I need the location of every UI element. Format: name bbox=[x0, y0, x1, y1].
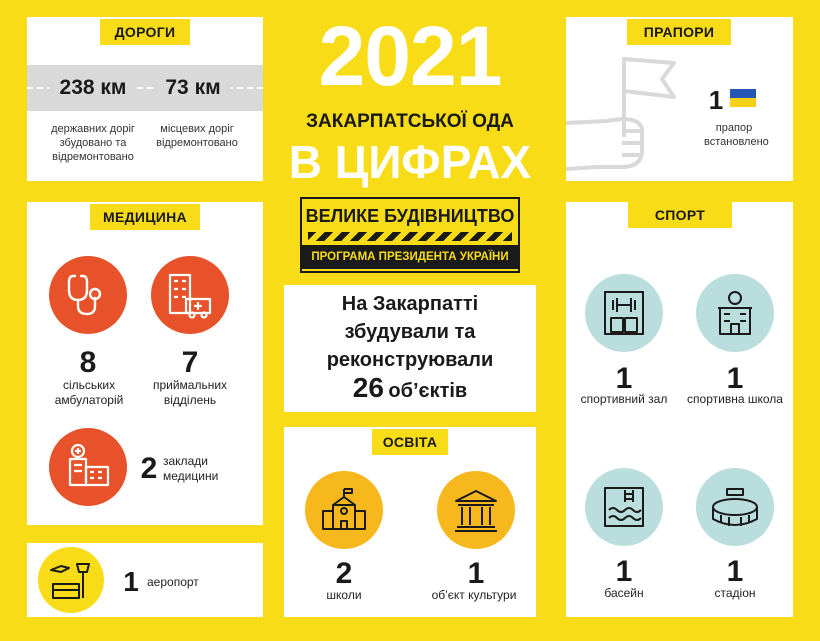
ambulatory-circle bbox=[49, 256, 127, 334]
stadium-icon bbox=[709, 481, 761, 533]
pool-label: басейн bbox=[604, 586, 644, 600]
flag-yellow-band bbox=[730, 98, 756, 107]
summary-unit: об’єктів bbox=[388, 380, 468, 402]
summary-line1: На Закарпатті bbox=[341, 293, 479, 315]
sport-school-label: спортивна школа bbox=[687, 392, 783, 406]
summary-line3: реконструювали bbox=[326, 349, 494, 371]
gym-label: спортивний зал bbox=[580, 392, 668, 406]
culture-circle bbox=[437, 471, 515, 549]
school-circle bbox=[305, 471, 383, 549]
road-local-label: місцевих доріг відремонтовано bbox=[156, 123, 238, 149]
road-strip bbox=[27, 65, 263, 111]
stadium-value: 1 bbox=[726, 555, 744, 588]
hospital-ambulance-icon bbox=[164, 269, 216, 321]
summary-count-row bbox=[284, 371, 536, 408]
stadium-label: стадіон bbox=[714, 586, 756, 600]
ambulatories-value: 8 bbox=[79, 346, 97, 379]
flags-label: прапор встановлено bbox=[704, 122, 769, 148]
schools-value: 2 bbox=[335, 557, 353, 590]
pool-icon bbox=[599, 482, 649, 532]
program-stripes bbox=[308, 232, 512, 241]
culture-value: 1 bbox=[467, 557, 485, 590]
airport-tower-icon bbox=[47, 556, 95, 604]
culture-label: об’єкт культури bbox=[431, 588, 517, 602]
summary-line2: збудували та bbox=[344, 321, 476, 343]
gym-value: 1 bbox=[615, 362, 633, 395]
header-year: 2021 bbox=[318, 9, 502, 103]
airport-panel bbox=[27, 543, 263, 617]
roads-panel bbox=[27, 17, 263, 181]
gym-circle bbox=[585, 274, 663, 352]
ukraine-flag-icon bbox=[730, 89, 756, 107]
stadium-circle bbox=[696, 468, 774, 546]
medicine-panel bbox=[27, 202, 263, 525]
admission-label: приймальних відділень bbox=[152, 378, 228, 407]
pool-circle bbox=[585, 468, 663, 546]
facilities-circle bbox=[49, 428, 127, 506]
museum-icon bbox=[451, 485, 501, 535]
admission-value: 7 bbox=[181, 346, 199, 379]
program-sub-text: ПРОГРАМА ПРЕЗИДЕНТА УКРАЇНИ bbox=[311, 251, 509, 263]
summary-panel bbox=[284, 285, 536, 412]
school-building-icon bbox=[319, 485, 369, 535]
hand-flag-icon bbox=[566, 53, 696, 181]
header-line2: В ЦИФРАХ bbox=[288, 136, 532, 188]
program-badge bbox=[300, 197, 520, 273]
program-sub bbox=[302, 245, 518, 269]
airport-circle bbox=[38, 547, 104, 613]
flags-title: ПРАПОРИ bbox=[627, 19, 731, 45]
sport-title: СПОРТ bbox=[628, 202, 732, 228]
admission-circle bbox=[151, 256, 229, 334]
flags-panel bbox=[566, 17, 793, 181]
flags-value: 1 bbox=[708, 85, 724, 115]
clinic-building-icon bbox=[62, 441, 114, 493]
summary-count: 26 bbox=[352, 372, 384, 403]
facilities-label: заклади медицини bbox=[163, 454, 219, 483]
road-local-value: 73 км bbox=[155, 75, 231, 101]
education-title: ОСВІТА bbox=[372, 429, 448, 455]
airport-value: 1 bbox=[123, 566, 139, 597]
roads-title: ДОРОГИ bbox=[100, 19, 190, 45]
sport-school-value: 1 bbox=[726, 362, 744, 395]
sport-panel bbox=[566, 202, 793, 617]
road-state-label: державних доріг збудовано та відремонтовано bbox=[51, 123, 135, 163]
flag-blue-band bbox=[730, 89, 756, 98]
schools-label: школи bbox=[326, 588, 362, 602]
education-panel bbox=[284, 427, 536, 617]
sport-school-icon bbox=[710, 288, 760, 338]
sport-school-circle bbox=[696, 274, 774, 352]
medicine-title: МЕДИЦИНА bbox=[90, 204, 200, 230]
program-title: ВЕЛИКЕ БУДІВНИЦТВО bbox=[305, 206, 515, 226]
pool-value: 1 bbox=[615, 555, 633, 588]
road-state-value: 238 км bbox=[49, 75, 137, 101]
airport-label: аеропорт bbox=[147, 575, 199, 589]
gym-icon bbox=[599, 288, 649, 338]
stethoscope-icon bbox=[63, 270, 113, 320]
facilities-value: 2 bbox=[140, 452, 158, 485]
header-line1: ЗАКАРПАТСЬКОЇ ОДА bbox=[306, 111, 514, 132]
ambulatories-label: сільських амбулаторій bbox=[54, 378, 124, 407]
